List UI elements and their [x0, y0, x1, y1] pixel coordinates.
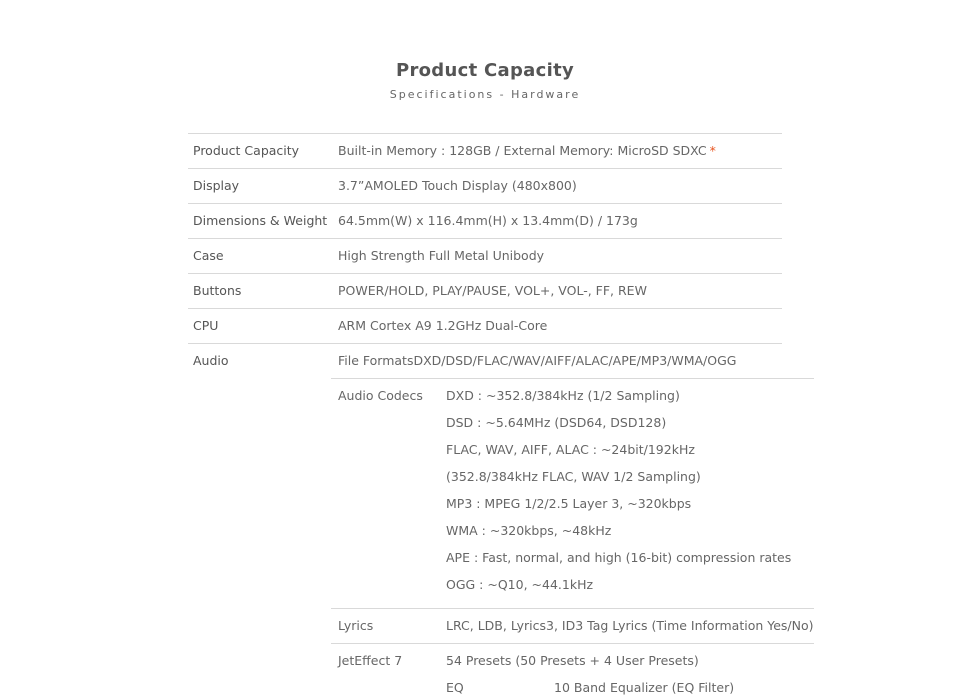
spec-row-dimensions: [188, 203, 782, 238]
spec-row-display: [188, 168, 782, 203]
spec-row-audio: [188, 343, 814, 697]
list-item: 54 Presets (50 Presets + 4 User Presets): [446, 653, 699, 668]
sub-value: LRC, LDB, Lyrics3, ID3 Tag Lyrics (Time Information Yes/No): [446, 618, 814, 633]
spec-value-text: Built-in Memory : 128GB / External Memory: MicroSD SDXC: [338, 143, 707, 158]
eq-value: 10 Band Equalizer (EQ Filter): [554, 680, 735, 695]
spec-row-buttons: [188, 273, 782, 308]
codec-list: [446, 379, 814, 608]
list-item: APE : Fast, normal, and high (16-bit) compression rates: [446, 550, 792, 565]
audio-jeteffect: [331, 643, 814, 697]
spec-value: [338, 134, 782, 168]
spec-value: POWER/HOLD, PLAY/PAUSE, VOL+, VOL-, FF, REW: [338, 283, 647, 298]
spec-value: High Strength Full Metal Unibody: [338, 248, 545, 263]
list-item: MP3 : MPEG 1/2/2.5 Layer 3, ~320kbps: [446, 496, 692, 511]
list-item: (352.8/384kHz FLAC, WAV 1/2 Sampling): [446, 469, 701, 484]
list-item: OGG : ~Q10, ~44.1kHz: [446, 577, 594, 592]
spec-label: Audio: [193, 353, 229, 368]
spec-label: Dimensions & Weight: [193, 213, 328, 228]
sub-label: Audio Codecs: [338, 388, 423, 403]
spec-label: CPU: [193, 318, 219, 333]
spec-label: Case: [193, 248, 224, 263]
audio-lyrics: [331, 608, 814, 643]
audio-codecs: [331, 378, 814, 608]
spec-label: Product Capacity: [193, 143, 300, 158]
list-item: FLAC, WAV, AIFF, ALAC : ~24bit/192kHz: [446, 442, 695, 457]
audio-file-formats: [331, 344, 814, 378]
spec-label: Buttons: [193, 283, 242, 298]
list-item: [446, 680, 814, 697]
spec-value: ARM Cortex A9 1.2GHz Dual-Core: [338, 318, 548, 333]
audio-subtable: [331, 344, 814, 697]
spec-row-cpu: [188, 308, 782, 343]
spec-row-product-capacity: [188, 133, 782, 168]
spec-value: 3.7”AMOLED Touch Display (480x800): [338, 178, 577, 193]
list-item: DXD : ~352.8/384kHz (1/2 Sampling): [446, 388, 680, 403]
sub-label: File Formats: [338, 353, 414, 368]
footnote-mark: *: [709, 143, 716, 158]
eq-label: EQ: [446, 680, 464, 695]
sub-label: JetEffect 7: [338, 653, 403, 668]
spec-table: [188, 133, 814, 697]
list-item: WMA : ~320kbps, ~48kHz: [446, 523, 612, 538]
spec-value: 64.5mm(W) x 116.4mm(H) x 13.4mm(D) / 173g: [338, 213, 638, 228]
jeteffect-list: [446, 644, 814, 697]
sub-value: DXD/DSD/FLAC/WAV/AIFF/ALAC/APE/MP3/WMA/OGG: [413, 353, 737, 368]
page-subtitle: Specifications - Hardware: [389, 88, 581, 101]
spec-label: Display: [193, 178, 240, 193]
page-title: Product Capacity: [395, 60, 575, 81]
spec-row-case: [188, 238, 782, 273]
list-item: DSD : ~5.64MHz (DSD64, DSD128): [446, 415, 667, 430]
sub-label: Lyrics: [338, 618, 374, 633]
